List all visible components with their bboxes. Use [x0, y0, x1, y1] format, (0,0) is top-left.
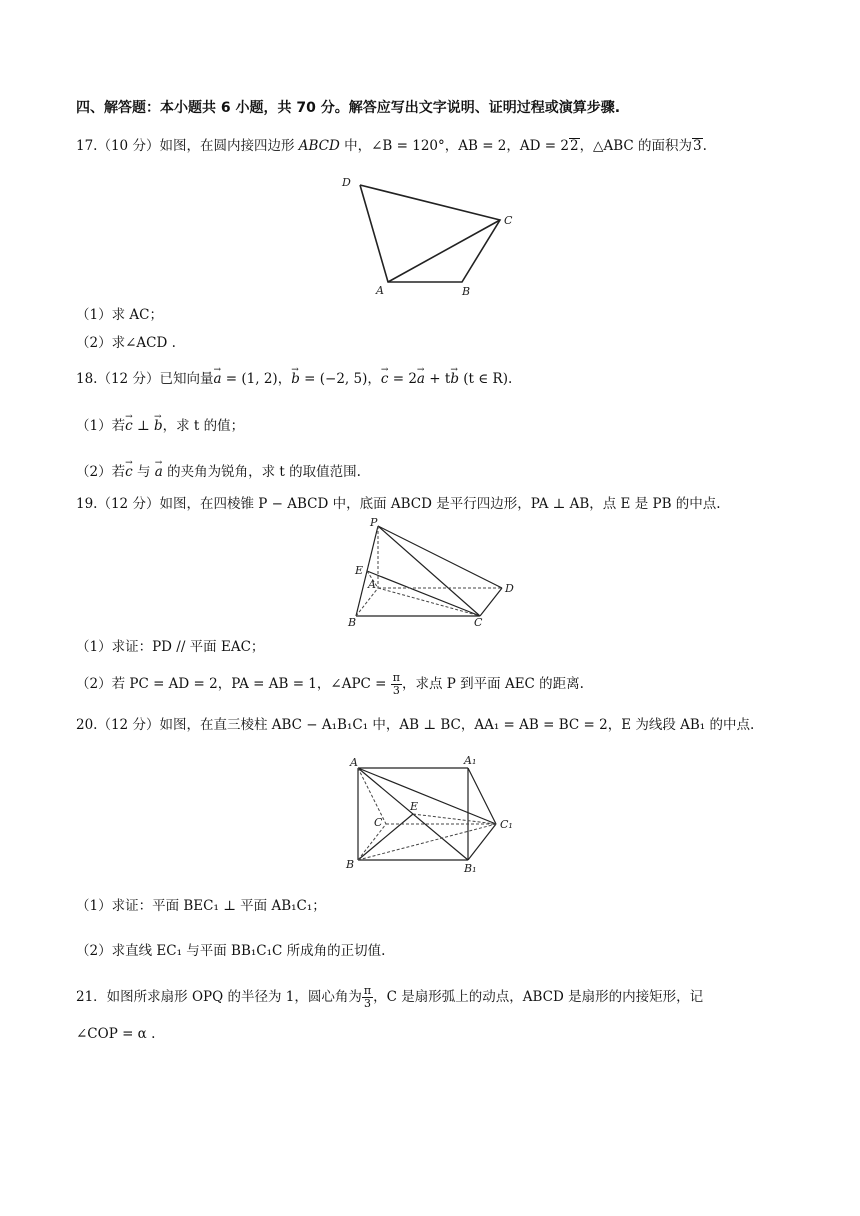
q18-c-def-3: (t ∈ R). — [458, 371, 513, 387]
q19-pi-over-3: $\frac{\pi}{3}$ — [392, 671, 400, 697]
q18-part2: （2）若→ c 与 → a 的夹角为锐角，求 t 的取值范围. — [76, 462, 361, 482]
q19-part2: （2）若 PC = AD = 2，PA = AB = 1，∠APC = $\frac{\pi}{3}$ ，求点 P 到平面 AEC 的距离. — [76, 671, 584, 697]
q18-part1-vec-c: → c — [125, 416, 133, 436]
q17-sqrt-2: 2 — [569, 138, 579, 154]
q19-label-d: D — [505, 582, 514, 595]
q17-part2: （2）求∠ACD . — [76, 335, 176, 351]
q21-stem: 21．如图所求扇形 OPQ 的半径为 1，圆心角为 $\frac{\pi}{3}$ ，C 是扇形弧上的动点，ABCD 是扇形的内接矩形，记 — [76, 984, 704, 1010]
q19-pyramid-diagram — [340, 516, 520, 628]
q17-stem-quad: ABCD — [298, 138, 340, 154]
q20-figure — [340, 752, 530, 881]
q21-pi-over-3: $\frac{\pi}{3}$ — [363, 984, 372, 1010]
q18-stem — [76, 369, 512, 389]
q20-label-b1: B₁ — [464, 862, 477, 875]
q19-part1: （1）求证：PD // 平面 EAC； — [76, 639, 265, 655]
q17-figure — [336, 172, 526, 301]
q18-c-def-2: + t — [424, 371, 451, 387]
q17-stem-mid: 中，∠B = 120°，AB = 2，AD = 2 — [339, 138, 569, 154]
q20-label-a: A — [350, 756, 358, 769]
q18-stem-prefix: 18.（12 分）已知向量 — [76, 371, 214, 387]
q20-label-a1: A₁ — [464, 754, 477, 767]
q19-label-c: C — [474, 616, 483, 628]
q19-label-p: P — [370, 516, 378, 529]
q20-stem: 20.（12 分）如图，在直三棱柱 ABC − A₁B₁C₁ 中，AB ⊥ BC，AA₁ = AB = BC = 2，E 为线段 AB₁ 的中点. — [76, 717, 755, 733]
q19-label-a: A — [368, 578, 376, 591]
q17-label-d: D — [342, 176, 351, 189]
q20-label-e: E — [410, 800, 419, 813]
q20-part1: （1）求证：平面 BEC₁ ⊥ 平面 AB₁C₁； — [76, 898, 326, 914]
q18-part2-vec-c: → c — [125, 462, 133, 482]
q18-part2-vec-a: → a — [155, 462, 163, 482]
q18-b-def: = (−2, 5)， — [299, 371, 381, 387]
q19-label-e: E — [355, 564, 364, 577]
q17-stem-mid2: ，△ABC 的面积为 — [579, 138, 692, 154]
q18-vec-a: → a — [213, 369, 221, 389]
q20-label-c: C — [374, 816, 383, 829]
q17-label-a: A — [376, 284, 384, 297]
q17-stem-prefix: 17.（10 分）如图，在圆内接四边形 — [76, 138, 299, 154]
q17-stem-end: . — [702, 138, 707, 154]
q21-stem-line2: ∠COP = α . — [76, 1026, 156, 1042]
q17-stem — [76, 136, 707, 156]
q18-vec-b: → b — [291, 369, 300, 389]
q20-label-c1: C₁ — [500, 818, 513, 831]
q18-part1: （1）若→ c ⊥ → b，求 t 的值； — [76, 416, 244, 436]
q18-part1-vec-b: → b — [154, 416, 163, 436]
q19-stem: 19.（12 分）如图，在四棱锥 P − ABCD 中，底面 ABCD 是平行四边形，PA ⊥ AB，点 E 是 PB 的中点. — [76, 496, 721, 512]
q20-label-b: B — [346, 858, 355, 871]
q17-label-c: C — [504, 214, 513, 227]
q18-vec-a-2: → a — [417, 369, 425, 389]
q18-c-def-1: = 2 — [388, 371, 417, 387]
q17-label-b: B — [462, 285, 471, 297]
q18-vec-c: → c — [381, 369, 389, 389]
q19-label-b: B — [348, 616, 357, 628]
q17-sqrt-3: 3 — [693, 138, 702, 154]
section-heading: 四、解答题：本小题共 6 小题，共 70 分。解答应写出文字说明、证明过程或演算步骤. — [76, 100, 621, 116]
q18-vec-b-2: → b — [450, 369, 459, 389]
q19-figure — [340, 516, 520, 632]
q20-prism-diagram — [340, 752, 530, 877]
q20-part2: （2）求直线 EC₁ 与平面 BB₁C₁C 所成角的正切值. — [76, 943, 386, 959]
q18-a-def: = (1, 2)， — [221, 371, 292, 387]
q17-quadrilateral-diagram — [336, 172, 526, 297]
q17-part1: （1）求 AC； — [76, 307, 163, 323]
